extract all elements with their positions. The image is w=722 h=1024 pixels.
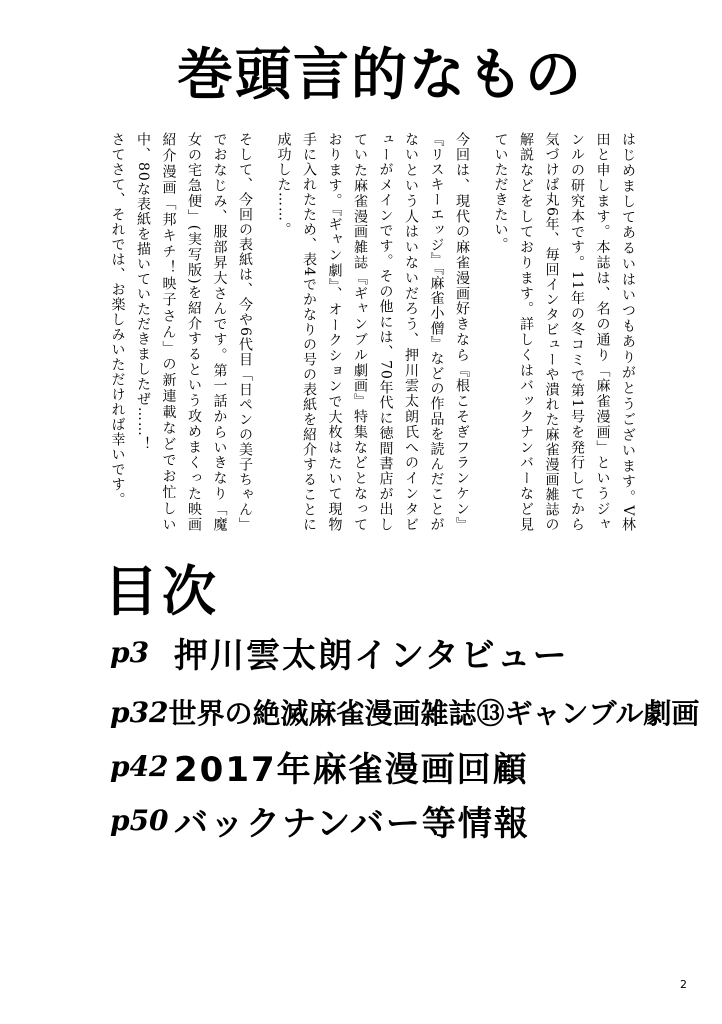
toc-entry-label: バックナンバー等情報	[174, 803, 530, 844]
toc-entry	[110, 794, 630, 846]
toc-entry-label: 世界の絶滅麻雀漫画雑誌⑬ギャンブル劇画	[168, 697, 700, 730]
intro-paragraph: そして、今回の表紙は、今や6代目「日ペンの美子ちゃん」でおなじみ、服部昇大さんです。第一話からいきなり「魔女の宅急便」(実写版)を紹介するという攻めまくった映画紹介漫画「邦キチ！映子さん」の新連載などでお忙しい中、80な表紙を描いていただきましたぜ……！	[135, 132, 253, 532]
toc-entry-label: 2017年麻雀漫画回顧	[174, 749, 529, 790]
toc-entry-page: p32	[110, 695, 169, 729]
intro-paragraph: はじめましてあるいはいつもありがとうございます。V林田と申します。本誌は、名の通り「麻雀漫画」というジャンルの研究本です。11年の冬コミで第1号を発行してから気づけば丸6年、毎回インタビューや潰れた麻雀漫画雑誌の解説などをしております。詳しくはバックナンバーなど見ていただきたい。	[492, 132, 636, 532]
intro-paragraph: 今回は、現代の麻雀漫画好きなら『根こそぎフランケン』『リスキーエッジ』『麻雀小僧』などの作品を読んだことがないという人はいないだろう、押川雲太朗氏へのインタビューがメインです。その他には、70年代に徳間書店が出していた麻雀漫画雑誌『ギャンブル劇画』特集などとなっております。『ギャン劇』、オークションで大枚はたいて現物手に入れたため、表4でかなりの号の表紙を紹介することに成功した……。	[275, 132, 470, 532]
toc-entry	[110, 740, 630, 792]
toc-entry-page: p3	[110, 635, 150, 669]
page-number: 2	[680, 978, 687, 991]
toc-heading: 目次	[104, 560, 220, 623]
toc-entry	[110, 686, 700, 738]
toc-entry-label: 押川雲太朗インタビュー	[174, 635, 569, 676]
toc-entry	[110, 626, 630, 678]
page-title: 巻頭言的なもの	[177, 43, 583, 108]
toc-entry-page: p42	[110, 749, 169, 783]
intro-text	[100, 132, 640, 532]
intro-paragraph: さてさて、それでは、お楽しみいただければ幸いです。	[109, 132, 126, 507]
toc-entry-page: p50	[110, 803, 169, 837]
